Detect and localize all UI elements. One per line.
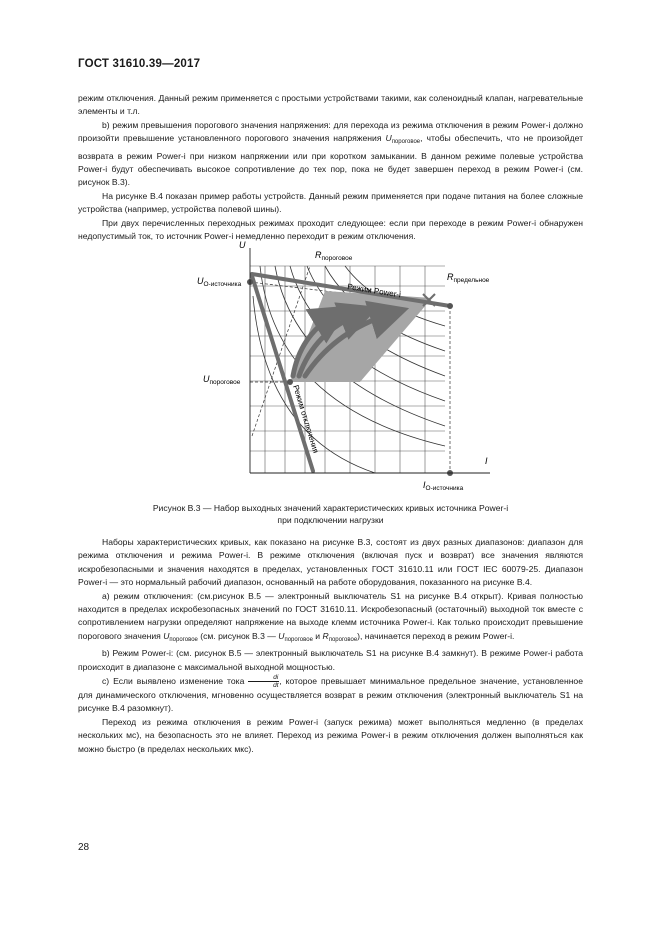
off-mode-label: Режим отключения xyxy=(291,383,321,455)
i-source-label: $I_{O-источника}$ xyxy=(423,480,464,492)
figure-b3 xyxy=(195,236,515,498)
paragraph: b) Режим Power-i: (см. рисунок В.5 — электронный выключатель S1 на рисунке В.4 замкнут). В режиме Power-i работа происходит в диапазоне с максимальной выходной мощностью. xyxy=(78,648,583,672)
caption-line: Рисунок В.3 — Набор выходных значений характеристических кривых источника Power-i xyxy=(152,503,509,513)
paragraph: При двух перечисленных переходных режимах проходит следующее: если при переходе в режим Power-i обнаружен недопустимый ток, то источник Power-i немедленно переходит в режим отключения. xyxy=(78,217,583,242)
r-threshold-label: $R_{пороговое}$ xyxy=(315,250,353,262)
di-dt-fraction: $\frac{di}{dt}$ xyxy=(248,674,279,689)
paragraph: На рисунке В.4 показан пример работы устройств. Данный режим применяется при подаче питания на более сложные устройства (например, устройства полевой шины). xyxy=(78,190,583,215)
i-axis-label: I xyxy=(485,456,488,466)
document-header: ГОСТ 31610.39—2017 xyxy=(78,58,201,70)
characteristic-curves-diagram xyxy=(195,236,515,498)
u-axis-label: U xyxy=(239,240,246,250)
caption-line: при подключении нагрузки xyxy=(277,515,384,526)
paragraph: а) режим отключения: (см.рисунок В.5 — электронный выключатель S1 на рисунке В.4 открыт). Кривая полностью находится в пределах искробезопасных значений по ГОСТ 31610.11. Искробезопасный (остаточный) выходной ток вместе с сопротивлением нагрузки определяют напряжение на выходе клемм источника Power-i. Как только происходит превышение порогового значения $U_{пороговое}$ (см. рисунок В.3 — $U_{пороговое}$ и $R_{пороговое}$), начинается переход в режим Power-i. xyxy=(78,590,583,643)
u-source-label: $U_{O-источника}$ xyxy=(197,276,242,288)
point-u-threshold xyxy=(287,379,293,385)
text-block-bottom xyxy=(78,536,583,756)
paragraph: b) режим превышения порогового значения напряжения: для перехода из режима отключения в режим Power-i должно произойти превышение установленного порогового значения напряжения $U_{пороговое}$, чтобы обеспечить, что не произойдет возврата в режим Power-i при низком напряжении или при коротком замыкании. В данном режиме полевые устройства Power-i будут обеспечивать высокое сопротивление до тех пор, пока не будет завершен переход в режим Power-i (см. рисунок В.3). xyxy=(78,119,584,188)
point-r-limit xyxy=(447,303,453,309)
r-limit-label: $R_{предельное}$ xyxy=(447,272,490,284)
page-number: 28 xyxy=(78,842,90,853)
paragraph: режим отключения. Данный режим применяется с простыми устройствами такими, как соленоидный клапан, нагревательные элементы и т.л. xyxy=(78,93,583,117)
u-threshold-label: $U_{пороговое}$ xyxy=(203,374,241,386)
paragraph: Наборы характеристических кривых, как показано на рисунке В.3, состоят из двух разных диапазонов: диапазон для режима отключения и режима Power-i. В режиме отключения (включая пуск и возврат) все значения являются искробезопасными и значения находятся в пределах, установленных ГОСТ 31610.11 или ГОСТ IEC 60079-25. Диапазон Power-i — это нормальный рабочий диапазон, основанный на работе оборудования, показанного на рисунке В.4. xyxy=(78,537,583,588)
text-block-top xyxy=(78,92,583,243)
paragraph: Переход из режима отключения в режим Power-i (запуск режима) может выполняться медленно (в пределах нескольких мс), на безопасность это не влияет. Переход из режима Power-i в режим отключения должен выполняться как можно быстро (в пределах нескольких мкс). xyxy=(78,716,583,754)
figure-caption xyxy=(78,502,583,527)
power-i-mode-label: Режим Power-i xyxy=(346,282,402,300)
paragraph: c) Если выявлено изменение тока $\frac{di}{dt}$ , которое превышает минимальное предельное значение, установленное для динамического отключения, мгновенно осуществляется возврат в режим отключения (электронный выключатель S1 на рисунке В.4 разомкнут). xyxy=(78,674,583,714)
